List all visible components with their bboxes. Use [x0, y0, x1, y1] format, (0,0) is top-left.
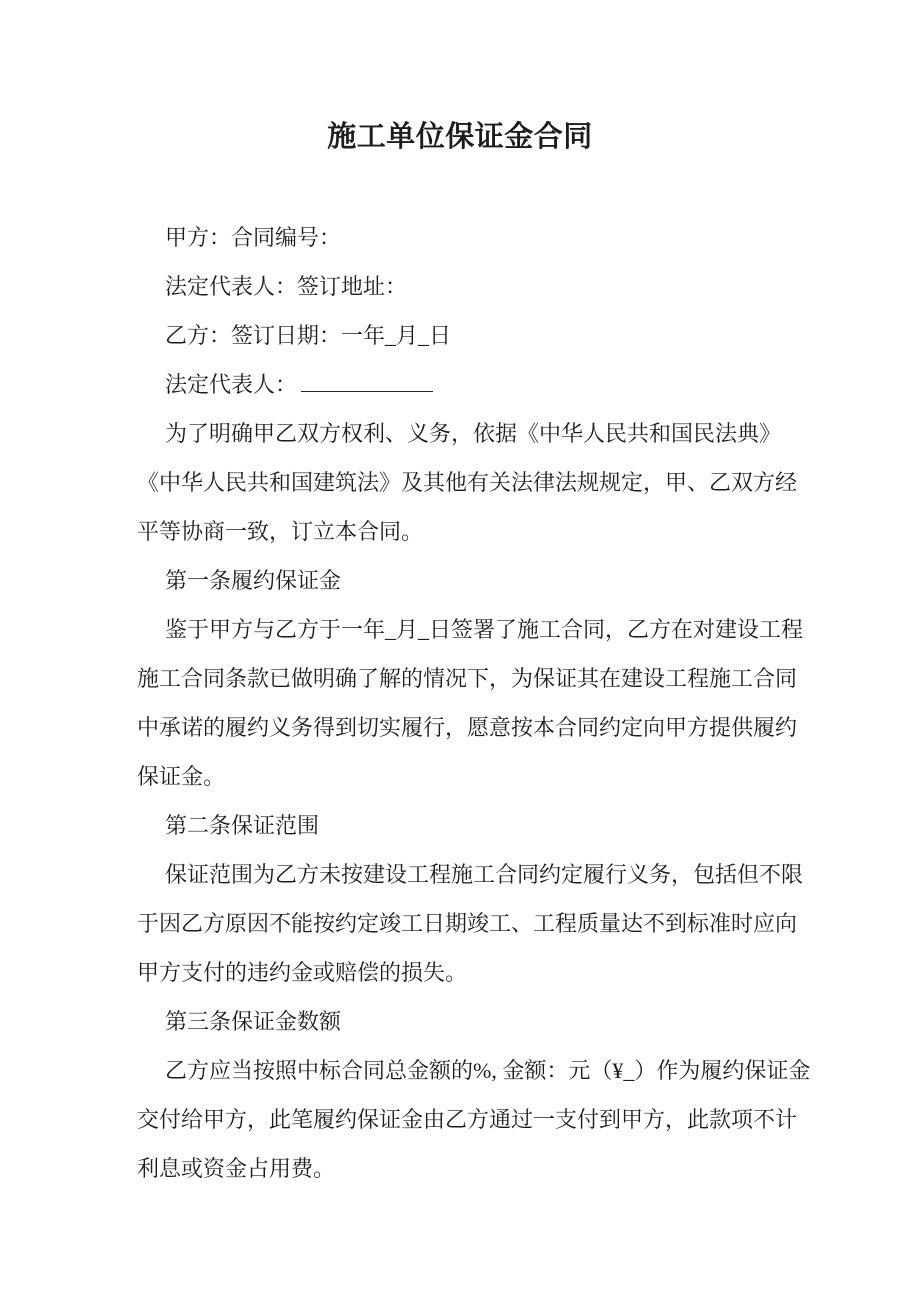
- text-line: [137, 360, 802, 409]
- document-title: 施工单位保证金合同: [327, 121, 593, 153]
- text-line-content: 交付给甲方，此笔履约保证金由乙方通过一支付到甲方，此款项不计: [137, 1107, 798, 1132]
- text-line-content: 乙方应当按照中标合同总金额的%, 金额：元（¥_）作为履约保证金: [165, 1058, 811, 1083]
- text-line-content: 鉴于甲方与乙方于一年_月_日签署了施工合同，乙方在对建设工程: [165, 617, 804, 642]
- text-line: [137, 703, 802, 752]
- text-line: [137, 213, 802, 262]
- text-line: [137, 801, 802, 850]
- text-line-content: 法定代表人：签订地址：: [165, 274, 408, 299]
- text-line: [137, 850, 802, 899]
- text-line-content: 《中华人民共和国建筑法》及其他有关法律法规规定，甲、乙双方经: [137, 470, 798, 495]
- text-line: [137, 1095, 802, 1144]
- text-line: [137, 948, 802, 997]
- text-line-content: 保证金。: [137, 764, 226, 789]
- text-line: [137, 1144, 802, 1193]
- text-line: [137, 899, 802, 948]
- text-line-content: 甲方：合同编号：: [165, 225, 342, 250]
- text-line: [137, 997, 802, 1046]
- text-line-content: 保证范围为乙方未按建设工程施工合同约定履行义务，包括但不限: [165, 862, 804, 887]
- text-line-content: 中承诺的履约义务得到切实履行，愿意按本合同约定向甲方提供履约: [137, 715, 798, 740]
- text-line-content: 第一条履约保证金: [165, 568, 342, 593]
- text-line: [137, 556, 802, 605]
- text-line-content: 第三条保证金数额: [165, 1009, 342, 1034]
- text-line-content: 法定代表人：: [165, 372, 298, 397]
- text-line-content: 乙方：签订日期：一年_月_日: [165, 323, 452, 348]
- text-line-content: 甲方支付的违约金或赔偿的损失。: [137, 960, 468, 985]
- text-line: [137, 458, 802, 507]
- text-line: [137, 409, 802, 458]
- text-line-content: 利息或资金占用费。: [137, 1156, 336, 1181]
- text-line: [137, 605, 802, 654]
- text-line: [137, 752, 802, 801]
- text-line-content: 施工合同条款已做明确了解的情况下，为保证其在建设工程施工合同: [137, 666, 798, 691]
- text-line-content: 第二条保证范围: [165, 813, 320, 838]
- text-line-content: 为了明确甲乙双方权利、义务，依据《中华人民共和国民法典》: [165, 421, 782, 446]
- document-body: [137, 213, 811, 1193]
- text-line: [137, 262, 802, 311]
- text-line: [137, 507, 802, 556]
- blank-underline: [301, 370, 433, 392]
- text-line: [137, 654, 802, 703]
- text-line-content: 平等协商一致，订立本合同。: [137, 519, 424, 544]
- text-line: [137, 311, 802, 360]
- text-line-content: 于因乙方原因不能按约定竣工日期竣工、工程质量达不到标准时应向: [137, 911, 798, 936]
- text-line: [137, 1046, 811, 1095]
